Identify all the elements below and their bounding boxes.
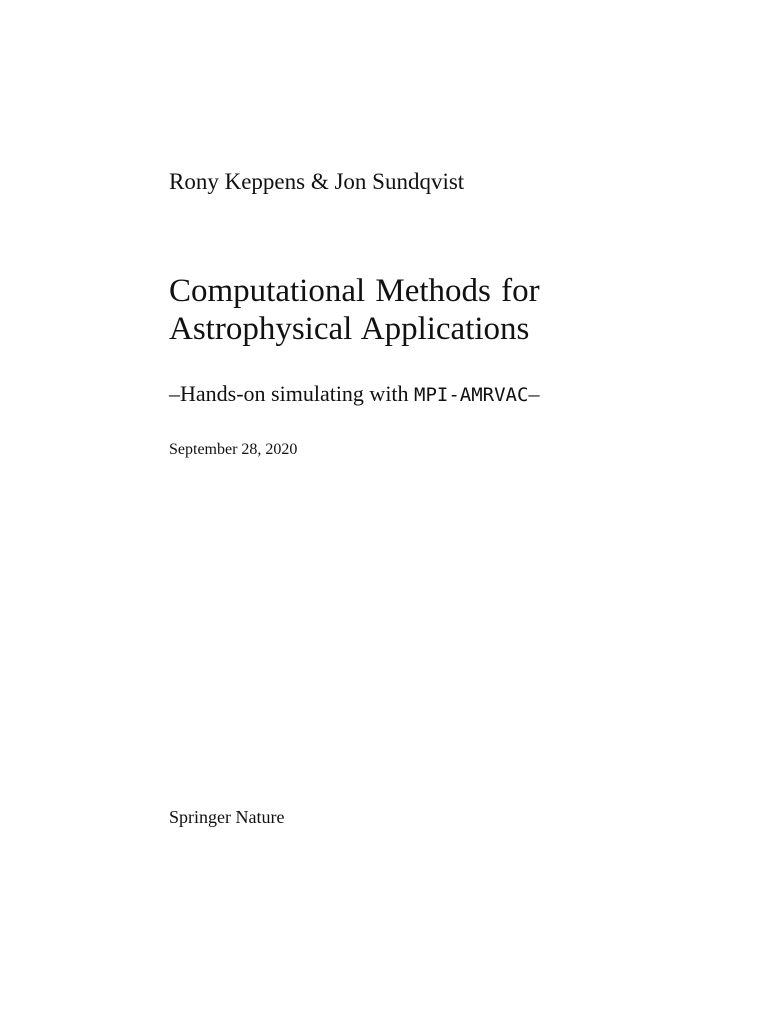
book-title-line-2: Astrophysical Applications bbox=[169, 311, 530, 347]
book-title-line-1: Computational Methods for bbox=[169, 273, 540, 309]
book-title bbox=[169, 272, 540, 348]
author-names: Rony Keppens & Jon Sundqvist bbox=[169, 169, 465, 194]
book-subtitle bbox=[169, 380, 539, 409]
publication-date: September 28, 2020 bbox=[169, 441, 298, 458]
subtitle-suffix: – bbox=[528, 381, 540, 406]
subtitle-code-name: MPI-AMRVAC bbox=[414, 384, 529, 406]
subtitle-prefix: –Hands-on simulating with bbox=[169, 381, 415, 406]
publisher-name: Springer Nature bbox=[169, 807, 285, 827]
